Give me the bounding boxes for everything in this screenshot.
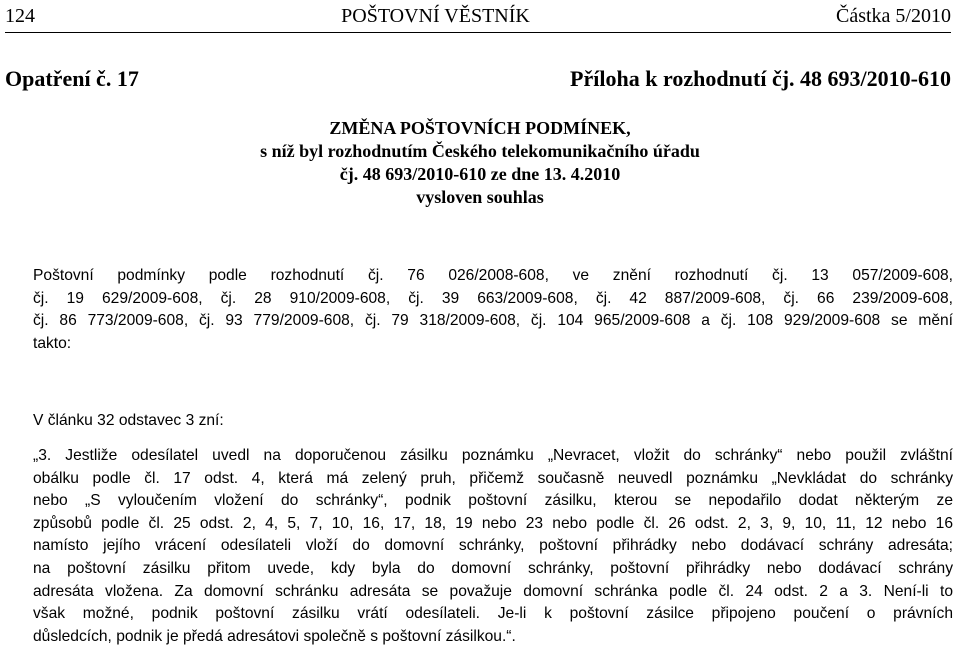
body-line: namísto jejího vrácení odesílateli vloží do domovní schránky, poštovní přihrádky nebo dodávací schrány adresáta; (33, 537, 953, 555)
intro-paragraph (33, 265, 953, 355)
amendment-text (33, 445, 953, 648)
intro-line: Poštovní podmínky podle rozhodnutí čj. 76 026/2008-608, ve znění rozhodnutí čj. 13 057/2009-608, (33, 267, 953, 284)
intro-line: takto: (33, 334, 72, 352)
body-line: způsobů podle čl. 25 odst. 2, 4, 5, 7, 10, 16, 17, 18, 19 nebo 23 nebo podle čl. 26 odst. 2, 3, 9, 10, 11, 12 nebo 16 (33, 514, 953, 532)
title-line: čj. 48 693/2010-610 ze dne 13. 4.2010 (339, 164, 621, 184)
intro-line: čj. 86 773/2009-608, čj. 93 779/2009-608, čj. 79 318/2009-608, čj. 104 965/2009-608 a čj. 108 929/2009-608 se mění (33, 312, 953, 330)
measure-line (5, 66, 951, 92)
title-line: s níž byl rozhodnutím Českého telekomunikačního úřadu (260, 141, 700, 161)
attachment-reference: Příloha k rozhodnutí čj. 48 693/2010-610 (570, 66, 951, 91)
body-line: nebo „S vyloučením vložení do schránky“, podnik poštovní zásilku, kterou se nepodařilo dodat některým ze (33, 492, 953, 510)
page-header (5, 4, 951, 30)
section-heading: V článku 32 odstavec 3 zní: (33, 412, 224, 429)
publication-title: POŠTOVNÍ VĚSTNÍK (341, 5, 530, 27)
body-line: „3. Jestliže odesílatel uvedl na doporučenou zásilku poznámku „Nevracet, vložit do schránky“ nebo použil zvláštní (33, 447, 953, 464)
intro-line: čj. 19 629/2009-608, čj. 28 910/2009-608, čj. 39 663/2009-608, čj. 42 887/2009-608, čj. 66 239/2009-608, (33, 289, 953, 307)
body-line: důsledcích, podnik je předá adresátovi společně s poštovní zásilkou.“. (33, 627, 516, 645)
body-line: adresáta vložena. Za domovní schránku adresáta se považuje domovní schránka podle čl. 24 odst. 2 a 3. Není-li to (33, 582, 953, 600)
measure-label: Opatření č. 17 (5, 66, 139, 91)
issue-number: Částka 5/2010 (835, 5, 951, 27)
title-line: vysloven souhlas (416, 187, 544, 207)
body-line: na poštovní zásilku přitom uvede, kdy byla do domovní schránky, poštovní přihrádky nebo dodávací schrány (33, 559, 953, 577)
body-line: však možné, podnik poštovní zásilku vrátí odesílateli. Je-li k poštovní zásilce připojeno poučení o právních (33, 605, 953, 623)
document-title (0, 117, 960, 209)
page-number: 124 (5, 5, 35, 27)
body-line: obálku podle čl. 17 odst. 4, která má zelený pruh, přičemž současně neuvedl poznámku „Nevkládat do schránky (33, 469, 953, 487)
title-line: ZMĚNA POŠTOVNÍCH PODMÍNEK, (329, 118, 631, 138)
header-rule (5, 32, 951, 33)
